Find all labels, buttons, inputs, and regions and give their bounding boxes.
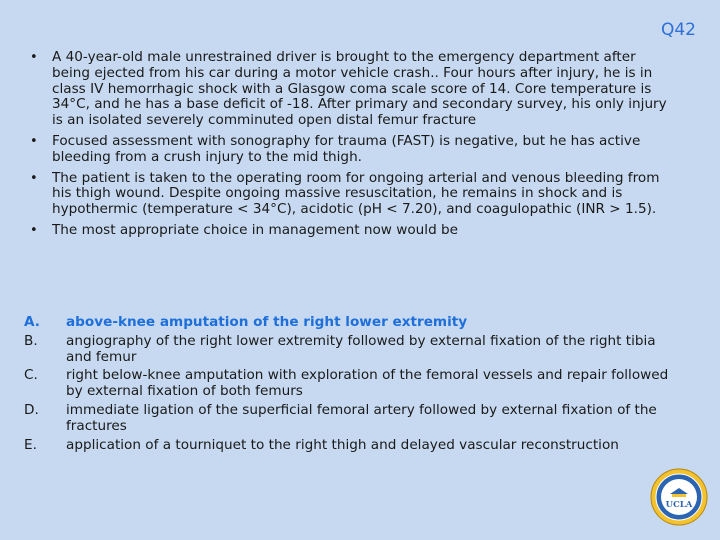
bullet-icon: • (30, 133, 38, 149)
answer-text: right below-knee amputation with exploration of the femoral vessels and repair followed by external fixation of both femurs (66, 367, 669, 400)
answer-option-c (24, 368, 674, 400)
answer-text: angiography of the right lower extremity followed by external fixation of the right tibia and femur (66, 332, 656, 365)
answer-text: immediate ligation of the superficial femoral artery followed by external fixation of the fractures (66, 401, 657, 434)
answer-letter: E. (24, 436, 37, 453)
answer-options (24, 315, 674, 456)
answer-option-e (24, 438, 674, 454)
stem-text: Focused assessment with sonography for trauma (FAST) is negative, but he has active bleeding from a crush injury to the mid thigh. (52, 132, 641, 165)
stem-text: A 40-year-old male unrestrained driver is brought to the emergency department after being ejected from his car during a motor vehicle crash.. Four hours after injury, he is in class IV hemorrhagic shock with a Glasgow coma scale score of 14. Core temperature is 34°C, and he has a base deficit of -18. After primary and secondary survey, his only injury is an isolated severely comminuted open distal femur fracture (52, 49, 667, 129)
answer-letter: D. (24, 401, 39, 418)
answer-text: application of a tourniquet to the right thigh and delayed vascular reconstruction (66, 436, 619, 453)
stem-text: The most appropriate choice in management now would be (52, 221, 459, 238)
bullet-icon: • (30, 170, 38, 186)
stem-item (30, 171, 670, 218)
bullet-icon: • (30, 222, 38, 238)
stem-text: The patient is taken to the operating room for ongoing arterial and venous bleeding from his thigh wound. Despite ongoing massive resuscitation, he remains in shock and is hypothermic (temperature < 34°C), acidotic (pH < 7.20), and coagulopathic (INR > 1.5). (52, 169, 660, 218)
answer-option-d (24, 403, 674, 435)
answer-option-a (24, 315, 674, 331)
ucla-seal-logo (650, 468, 708, 526)
stem-item (30, 223, 670, 239)
answer-option-b (24, 334, 674, 366)
answer-letter: B. (24, 332, 38, 349)
bullet-icon: • (30, 50, 38, 65)
answer-letter: C. (24, 367, 38, 384)
answer-letter: A. (24, 314, 40, 330)
logo-text: UCLA (665, 500, 693, 510)
stem-item (30, 50, 670, 129)
answer-text: above-knee amputation of the right lower extremity (66, 314, 468, 330)
question-stem (30, 50, 670, 244)
question-number: Q42 (660, 20, 696, 40)
stem-item (30, 134, 670, 166)
